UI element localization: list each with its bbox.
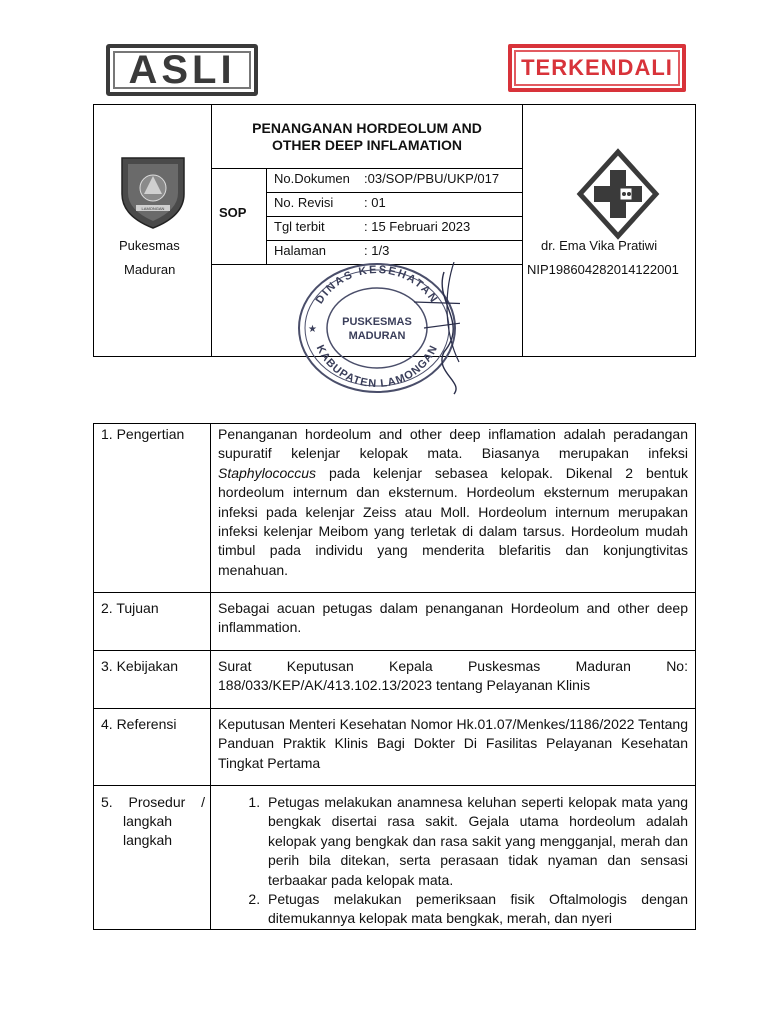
asli-stamp [106,44,258,96]
pengertian-text-part1: Penanganan hordeolum and other deep inflamation adalah peradangan supuratif kelenjar kelopak mata. Biasanya merupakan infeksi [218,426,688,462]
meta-row-divider-1 [266,192,522,193]
signer-name: dr. Ema Vika Pratiwi [541,238,658,253]
seal-top-text: DINAS KESEHATAN [313,263,441,307]
label-pengertian: 1. Pengertian [101,426,185,442]
kebijakan-line2: 188/033/KEP/AK/413.102.13/2023 tentang Pelayanan Klinis [218,677,591,693]
label-referensi: 4. Referensi [101,716,177,732]
label-prosedur-line1: 5. Prosedur / [101,794,205,810]
tujuan-text: Sebagai acuan petugas dalam penanganan Hordeolum and other deep inflammation. [218,600,688,636]
prosedur-step-1: 1. Petugas melakukan anamnesa keluhan seperti kelopak mata yang bengkak disertai rasa sakit. Gejala utama hordeolum adalah kelopak yang bengkak dan rasa sakit yang mengganjal, merah dan perih bila ditekan, serta perasaan tidak nyaman dan sensasi terbaakar pada kelopak mata. [264,793,688,890]
svg-text:KABUPATEN LAMONGAN [314,343,441,390]
pengertian-text [218,425,688,580]
meta-value-no-dokumen: :03/SOP/PBU/UKP/017 [364,171,500,186]
row-divider-3 [93,708,696,709]
label-kebijakan: 3. Kebijakan [101,658,179,674]
pengertian-text-italic: Staphylococcus [218,464,317,481]
sop-label: SOP [219,205,247,220]
pengertian-text-part2: pada kelenjar sebasea kelopak. Dikenal 2 bentuk hordeolum internum dan eksternum. Hordeolum eksternum merupakan infeksi pada kelenjar Zeiss atau Moll. Hordeolum internum merupakan infeksi kelenjar Meibom yang terletak di dalam tarsus. Hordeolum mudah timbul pada individu yang menderita blefaritis dan konjungtivitas menahuan. [218,464,688,578]
org-name-line1: Pukesmas [119,238,180,253]
title-line1: PENANGANAN HORDEOLUM AND [252,120,482,136]
meta-value-halaman: : 1/3 [364,243,390,258]
header-divider-right [522,104,523,357]
meta-label-tgl-terbit: Tgl terbit [274,219,325,234]
label-prosedur-line3: langkah [123,832,173,848]
label-tujuan: 2. Tujuan [101,600,159,616]
meta-label-no-revisi: No. Revisi [274,195,334,210]
meta-value-no-revisi: : 01 [364,195,386,210]
meta-value-tgl-terbit: : 15 Februari 2023 [364,219,471,234]
asli-stamp-text: ASLI [128,47,236,92]
title-line2: OTHER DEEP INFLAMATION [271,137,463,153]
terkendali-stamp [508,44,686,92]
svg-text:★: ★ [308,324,317,335]
kebijakan-line1: Surat Keputusan Kepala Puskesmas Maduran No: [218,658,688,674]
prosedur-step-2: 2. Petugas melakukan pemeriksaan fisik Oftalmologis dengan ditemukannya kelopak mata bengkak, merah, dan nyeri [264,890,688,929]
terkendali-stamp-text: TERKENDALI [521,55,673,80]
svg-text:DINAS KESEHATAN [314,264,441,306]
signer-nip: NIP198604282014122001 [527,262,679,277]
official-seal [294,262,460,396]
header-title-divider [211,168,522,169]
regency-logo [118,150,188,230]
puskesmas-logo [572,148,664,240]
seal-center-line2: MADURAN [348,330,406,342]
row-divider-4 [93,785,696,786]
org-name-line2: Maduran [124,262,176,277]
prosedur-steps [240,793,688,929]
document-title [212,120,522,154]
label-prosedur-line2: langkah [123,813,173,829]
meta-row-divider-2 [266,216,522,217]
referensi-text: Keputusan Menteri Kesehatan Nomor Hk.01.07/Menkes/1186/2022 Tentang Panduan Praktik Klinis Bagi Dokter Di Fasilitas Pelayanan Kesehatan Tingkat Pertama [218,716,688,771]
meta-label-halaman: Halaman [274,243,327,258]
prosedur-list [240,793,688,929]
row-divider-1 [93,592,696,593]
meta-row-divider-3 [266,240,522,241]
content-column-divider [210,423,211,930]
seal-center-line1: PUSKESMAS [342,316,412,328]
svg-text:LAMONGAN: LAMONGAN [141,206,165,211]
meta-label-no-dokumen: No.Dokumen [274,171,350,186]
seal-bottom-text: KABUPATEN LAMONGAN [313,343,441,391]
row-divider-2 [93,650,696,651]
